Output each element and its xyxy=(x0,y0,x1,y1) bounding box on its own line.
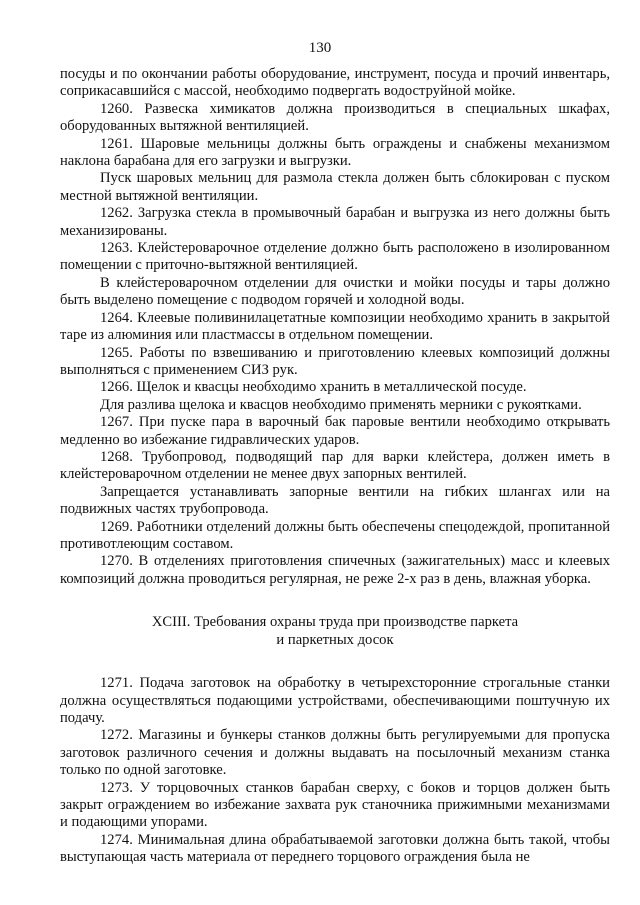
paragraph-1269: 1269. Работники отделений должны быть обеспечены спецодеждой, пропитанной противотлеющим составом. xyxy=(60,518,610,552)
paragraph-1270: 1270. В отделениях приготовления спичечных (зажигательных) масс и клеевых композиций должна проводиться регулярная, не реже 2-х раз в день, влажная уборка. xyxy=(60,553,610,587)
paragraph-1266: 1266. Щелок и квасцы необходимо хранить в металлической посуде. xyxy=(100,379,527,396)
paragraph-1273: 1273. У торцовочных станков барабан сверху, с боков и торцов должен быть закрыт ограждением во избежание захвата рук станочника прижимными механизмами и подающими упорами. xyxy=(60,779,610,831)
paragraph-1262: 1262. Загрузка стекла в промывочный барабан и выгрузка из него должны быть механизированы. xyxy=(60,205,610,239)
paragraph: посуды и по окончании работы оборудование, инструмент, посуда и прочий инвентарь, соприкасавшийся с массой, необходимо подвергать водоструйной мойке. xyxy=(60,66,610,100)
paragraph-1267: 1267. При пуске пара в варочный бак паровые вентили необходимо открывать медленно во избежание гидравлических ударов. xyxy=(60,414,610,448)
section-title xyxy=(60,613,610,649)
paragraph: Запрещается устанавливать запорные вентили на гибких шлангах или на подвижных частях трубопровода. xyxy=(60,483,610,518)
paragraph-1271: 1271. Подача заготовок на обработку в четырехсторонние строгальные станки должна осуществляться подающими устройствами, обеспечивающими поштучную их подачу. xyxy=(60,675,610,726)
page-number: 130 xyxy=(308,40,332,56)
paragraph-1265: 1265. Работы по взвешиванию и приготовлению клеевых композиций должны выполняться с применением СИЗ рук. xyxy=(60,344,610,378)
paragraph-1272: 1272. Магазины и бункеры станков должны быть регулируемыми для пропуска заготовок различного сечения и должны выдавать на посылочный механизм станка только по одной заготовке. xyxy=(60,727,610,779)
paragraph-1268: 1268. Трубопровод, подводящий пар для варки клейстера, должен иметь в клейстероварочном отделении не менее двух запорных вентилей. xyxy=(60,448,610,483)
section-title-line-2: и паркетных досок xyxy=(276,632,394,649)
paragraph-1263: 1263. Клейстероварочное отделение должно быть расположено в изолированном помещении с приточно-вытяжной вентиляцией. xyxy=(60,240,610,274)
document-body xyxy=(60,66,610,867)
paragraph: В клейстероварочном отделении для очистки и мойки посуды и тары должно быть выделено помещение с подводом горячей и холодной воды. xyxy=(60,274,610,309)
paragraph-1260: 1260. Развеска химикатов должна производиться в специальных шкафах, оборудованных вытяжной вентиляцией. xyxy=(60,100,610,135)
paragraph: Пуск шаровых мельниц для размола стекла должен быть сблокирован с пуском местной вытяжной вентиляции. xyxy=(60,170,610,204)
paragraph-1264: 1264. Клеевые поливинилацетатные композиции необходимо хранить в закрытой таре из алюминия или пластмассы в отдельном помещении. xyxy=(60,309,610,344)
paragraph-1274: 1274. Минимальная длина обрабатываемой заготовки должна быть такой, чтобы выступающая часть материала от переднего торцового ограждения была не xyxy=(60,831,610,866)
section-title-line-1: XCIII. Требования охраны труда при производстве паркета xyxy=(151,614,519,631)
paragraph-1261: 1261. Шаровые мельницы должны быть ограждены и снабжены механизмом наклона барабана для его загрузки и выгрузки. xyxy=(60,135,610,170)
paragraph: Для разлива щелока и квасцов необходимо применять мерники с рукоятками. xyxy=(100,396,582,413)
